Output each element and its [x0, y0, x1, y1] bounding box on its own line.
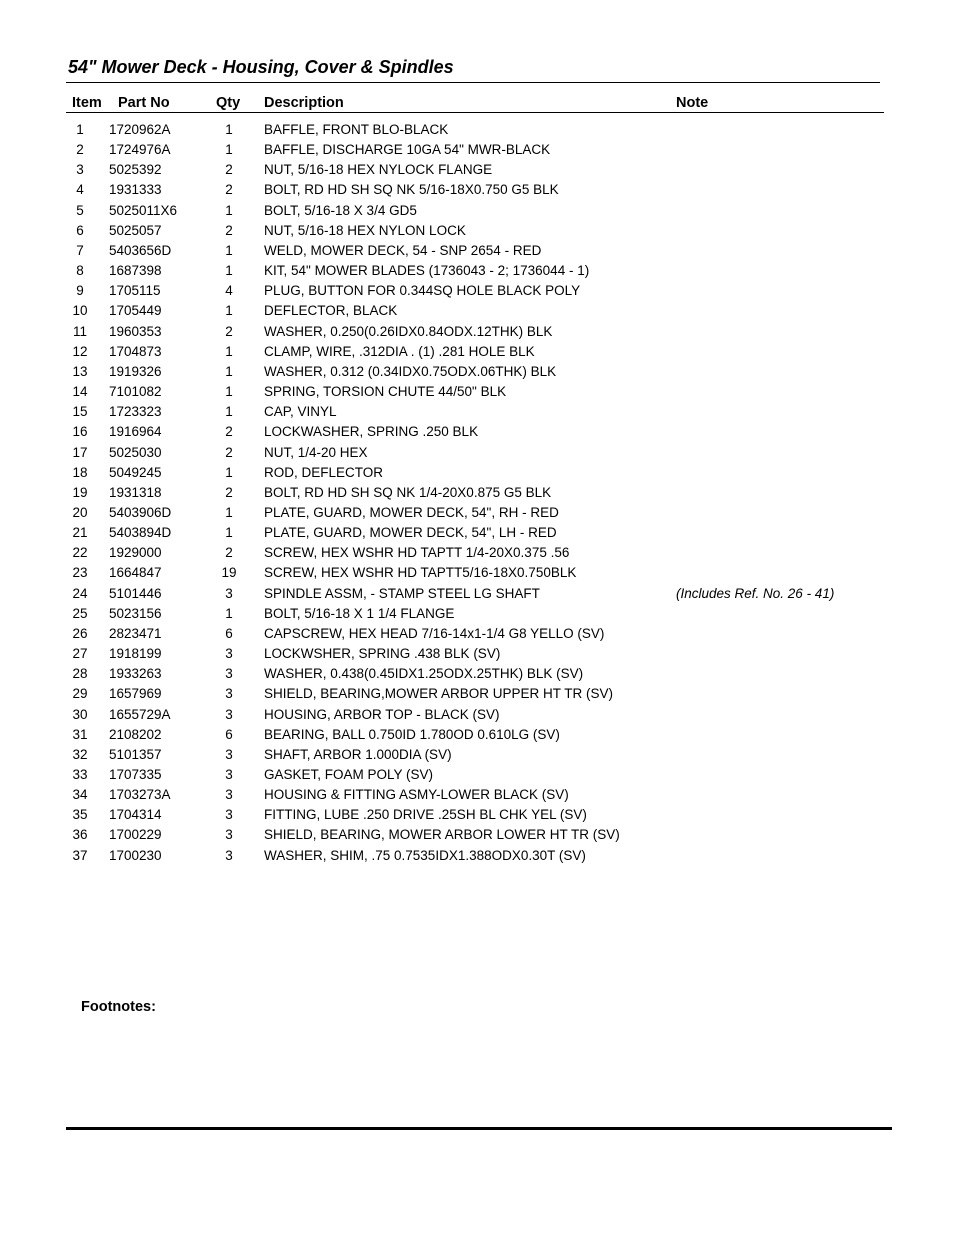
description-cell: WASHER, 0.438(0.45IDX1.25ODX.25THK) BLK (SV) [264, 666, 584, 682]
part-number-cell: 5101357 [109, 746, 162, 762]
table-row [0, 805, 954, 825]
description-cell: CAPSCREW, HEX HEAD 7/16-14x1-1/4 G8 YELLO (SV) [264, 625, 605, 641]
description-cell: SCREW, HEX WSHR HD TAPTT 1/4-20X0.375 .56 [264, 545, 570, 561]
quantity-cell: 2 [225, 182, 233, 198]
column-header-description: Description [264, 95, 344, 111]
table-row [0, 523, 954, 543]
item-number-cell: 13 [72, 363, 88, 379]
quantity-cell: 3 [225, 585, 233, 601]
description-cell: WASHER, SHIM, .75 0.7535IDX1.388ODX0.30T (SV) [264, 847, 586, 863]
item-number-cell: 11 [72, 323, 87, 339]
part-number-cell: 1724976A [109, 142, 171, 158]
item-number-cell: 27 [72, 646, 88, 662]
footnotes-label: Footnotes: [81, 999, 156, 1015]
description-cell: CLAMP, WIRE, .312DIA . (1) .281 HOLE BLK [264, 343, 535, 359]
description-cell: BAFFLE, DISCHARGE 10GA 54" MWR-BLACK [264, 142, 551, 158]
part-number-cell: 1918199 [109, 646, 162, 662]
note-cell: (Includes Ref. No. 26 - 41) [676, 585, 835, 601]
table-row [0, 644, 954, 664]
item-number-cell: 22 [72, 545, 88, 561]
quantity-cell: 3 [225, 767, 233, 782]
part-number-cell: 1929000 [109, 545, 162, 561]
title-divider [66, 82, 880, 83]
part-number-cell: 1655729A [109, 706, 171, 722]
item-number-cell: 36 [72, 827, 88, 843]
description-cell: BOLT, 5/16-18 X 3/4 GD5 [264, 202, 417, 218]
description-cell: SCREW, HEX WSHR HD TAPTT5/16-18X0.750BLK [264, 565, 577, 581]
table-row [0, 180, 954, 200]
item-number-cell: 7 [76, 242, 84, 258]
part-number-cell: 1700229 [109, 827, 162, 843]
page-title: 54" Mower Deck - Housing, Cover & Spindles [68, 57, 454, 77]
description-cell: NUT, 5/16-18 HEX NYLON LOCK [264, 222, 466, 238]
table-row [0, 362, 954, 382]
description-cell: NUT, 5/16-18 HEX NYLOCK FLANGE [264, 162, 493, 178]
quantity-cell: 1 [225, 464, 233, 480]
quantity-cell: 1 [225, 404, 233, 420]
description-cell: NUT, 1/4-20 HEX [264, 444, 368, 460]
item-number-cell: 19 [72, 484, 88, 500]
part-number-cell: 5049245 [109, 464, 162, 480]
item-number-cell: 31 [72, 726, 88, 742]
part-number-cell: 5403894D [109, 525, 172, 541]
description-cell: BOLT, RD HD SH SQ NK 5/16-18X0.750 G5 BLK [264, 182, 559, 198]
quantity-cell: 2 [225, 444, 233, 460]
table-row [0, 664, 954, 684]
quantity-cell: 3 [225, 827, 233, 843]
quantity-cell: 6 [225, 726, 233, 742]
item-number-cell: 29 [72, 686, 88, 702]
item-number-cell: 35 [72, 807, 88, 823]
quantity-cell: 1 [225, 122, 233, 137]
quantity-cell: 3 [225, 847, 233, 863]
part-number-cell: 1720962A [109, 122, 171, 137]
table-row [0, 241, 954, 261]
quantity-cell: 1 [225, 142, 233, 158]
description-cell: BOLT, 5/16-18 X 1 1/4 FLANGE [264, 605, 455, 621]
part-number-cell: 1960353 [109, 323, 162, 339]
quantity-cell: 19 [221, 565, 237, 581]
quantity-cell: 4 [225, 283, 233, 299]
item-number-cell: 2 [76, 142, 84, 158]
table-row [0, 825, 954, 845]
item-number-cell: 1 [76, 122, 84, 137]
description-cell: KIT, 54" MOWER BLADES (1736043 - 2; 1736044 - 1) [264, 263, 590, 279]
quantity-cell: 2 [225, 222, 233, 238]
quantity-cell: 1 [225, 303, 233, 319]
quantity-cell: 1 [225, 242, 233, 258]
table-row [0, 402, 954, 422]
table-row [0, 140, 954, 160]
description-cell: ROD, DEFLECTOR [264, 464, 384, 480]
part-number-cell: 5025057 [109, 222, 162, 238]
quantity-cell: 3 [225, 787, 233, 803]
description-cell: BEARING, BALL 0.750ID 1.780OD 0.610LG (SV) [264, 726, 560, 742]
description-cell: WASHER, 0.312 (0.34IDX0.75ODX.06THK) BLK [264, 363, 557, 379]
part-number-cell: 5403656D [109, 242, 172, 258]
description-cell: SPRING, TORSION CHUTE 44/50" BLK [264, 384, 507, 400]
item-number-cell: 34 [72, 787, 88, 803]
item-number-cell: 23 [72, 565, 88, 581]
quantity-cell: 1 [225, 363, 233, 379]
quantity-cell: 3 [225, 666, 233, 682]
part-number-cell: 1705115 [109, 283, 161, 299]
table-row [0, 443, 954, 463]
description-cell: HOUSING, ARBOR TOP - BLACK (SV) [264, 706, 500, 722]
quantity-cell: 3 [225, 706, 233, 722]
part-number-cell: 1664847 [109, 565, 162, 581]
quantity-cell: 1 [225, 525, 233, 541]
quantity-cell: 1 [225, 605, 233, 621]
table-row [0, 684, 954, 704]
item-number-cell: 37 [72, 847, 88, 863]
quantity-cell: 1 [225, 202, 233, 218]
quantity-cell: 3 [225, 746, 233, 762]
description-cell: PLATE, GUARD, MOWER DECK, 54", RH - RED [264, 504, 559, 520]
item-number-cell: 26 [72, 625, 88, 641]
table-row [0, 624, 954, 644]
table-row [0, 705, 954, 725]
description-cell: PLATE, GUARD, MOWER DECK, 54", LH - RED [264, 525, 557, 541]
table-row [0, 563, 954, 583]
table-row [0, 322, 954, 342]
table-row [0, 301, 954, 321]
item-number-cell: 17 [72, 444, 88, 460]
column-header-item: Item [72, 95, 102, 111]
description-cell: HOUSING & FITTING ASMY-LOWER BLACK (SV) [264, 787, 569, 803]
parts-table [0, 120, 954, 866]
item-number-cell: 16 [72, 424, 88, 440]
table-row [0, 483, 954, 503]
column-header-qty: Qty [216, 95, 241, 111]
part-number-cell: 1723323 [109, 404, 162, 420]
item-number-cell: 15 [72, 404, 88, 420]
quantity-cell: 2 [225, 484, 233, 500]
part-number-cell: 5025030 [109, 444, 162, 460]
part-number-cell: 5101446 [109, 585, 162, 601]
item-number-cell: 8 [76, 263, 84, 279]
table-row [0, 846, 954, 866]
quantity-cell: 1 [225, 263, 233, 279]
quantity-cell: 2 [225, 162, 233, 178]
part-number-cell: 2108202 [109, 726, 162, 742]
quantity-cell: 3 [225, 686, 233, 702]
header-divider [66, 112, 884, 113]
part-number-cell: 5403906D [109, 504, 172, 520]
table-row [0, 342, 954, 362]
table-row [0, 382, 954, 402]
table-row [0, 584, 954, 604]
column-header-note: Note [676, 95, 709, 111]
part-number-cell: 1703273A [109, 787, 171, 803]
part-number-cell: 1704873 [109, 343, 162, 359]
part-number-cell: 5025392 [109, 162, 162, 178]
table-row [0, 120, 954, 140]
table-row [0, 604, 954, 624]
bottom-divider [66, 1127, 892, 1130]
part-number-cell: 1931333 [109, 182, 162, 198]
description-cell: CAP, VINYL [264, 404, 337, 420]
item-number-cell: 28 [72, 666, 88, 682]
table-row [0, 765, 954, 785]
description-cell: FITTING, LUBE .250 DRIVE .25SH BL CHK YEL (SV) [264, 807, 587, 823]
item-number-cell: 3 [76, 162, 84, 178]
description-cell: SPINDLE ASSM, - STAMP STEEL LG SHAFT [264, 585, 540, 601]
part-number-cell: 1919326 [109, 363, 162, 379]
item-number-cell: 9 [76, 283, 84, 299]
description-cell: GASKET, FOAM POLY (SV) [264, 767, 434, 782]
item-number-cell: 20 [72, 504, 88, 520]
item-number-cell: 5 [76, 202, 84, 218]
item-number-cell: 4 [76, 182, 84, 198]
quantity-cell: 2 [225, 323, 233, 339]
table-row [0, 463, 954, 483]
quantity-cell: 1 [225, 343, 233, 359]
description-cell: LOCKWSHER, SPRING .438 BLK (SV) [264, 646, 501, 662]
part-number-cell: 5023156 [109, 605, 162, 621]
table-row [0, 281, 954, 301]
description-cell: SHIELD, BEARING,MOWER ARBOR UPPER HT TR (SV) [264, 686, 614, 702]
table-row [0, 503, 954, 523]
item-number-cell: 24 [72, 585, 88, 601]
quantity-cell: 1 [225, 384, 233, 400]
item-number-cell: 33 [72, 767, 88, 782]
part-number-cell: 1704314 [109, 807, 162, 823]
item-number-cell: 25 [72, 605, 88, 621]
description-cell: BOLT, RD HD SH SQ NK 1/4-20X0.875 G5 BLK [264, 484, 552, 500]
table-row [0, 725, 954, 745]
table-row [0, 221, 954, 241]
part-number-cell: 5025011X6 [109, 202, 178, 218]
item-number-cell: 12 [72, 343, 88, 359]
part-number-cell: 7101082 [109, 384, 162, 400]
part-number-cell: 1700230 [109, 847, 162, 863]
table-row [0, 422, 954, 442]
description-cell: WASHER, 0.250(0.26IDX0.84ODX.12THK) BLK [264, 323, 553, 339]
item-number-cell: 10 [72, 303, 88, 319]
item-number-cell: 21 [72, 525, 88, 541]
description-cell: PLUG, BUTTON FOR 0.344SQ HOLE BLACK POLY [264, 283, 581, 299]
quantity-cell: 3 [225, 646, 233, 662]
table-row [0, 261, 954, 281]
item-number-cell: 32 [72, 746, 88, 762]
description-cell: SHIELD, BEARING, MOWER ARBOR LOWER HT TR (SV) [264, 827, 620, 843]
description-cell: LOCKWASHER, SPRING .250 BLK [264, 424, 479, 440]
part-number-cell: 1707335 [109, 767, 162, 782]
quantity-cell: 6 [225, 625, 233, 641]
quantity-cell: 3 [225, 807, 233, 823]
item-number-cell: 30 [72, 706, 88, 722]
description-cell: SHAFT, ARBOR 1.000DIA (SV) [264, 746, 452, 762]
description-cell: WELD, MOWER DECK, 54 - SNP 2654 - RED [264, 242, 542, 258]
part-number-cell: 1705449 [109, 303, 162, 319]
table-row [0, 543, 954, 563]
table-row [0, 201, 954, 221]
part-number-cell: 1916964 [109, 424, 162, 440]
column-header-part-no: Part No [118, 95, 170, 111]
part-number-cell: 1933263 [109, 666, 162, 682]
description-cell: DEFLECTOR, BLACK [264, 303, 398, 319]
table-row [0, 745, 954, 765]
part-number-cell: 2823471 [109, 625, 162, 641]
table-row [0, 160, 954, 180]
quantity-cell: 2 [225, 424, 233, 440]
part-number-cell: 1931318 [109, 484, 162, 500]
item-number-cell: 6 [76, 222, 84, 238]
part-number-cell: 1657969 [109, 686, 162, 702]
description-cell: BAFFLE, FRONT BLO-BLACK [264, 122, 449, 137]
item-number-cell: 14 [72, 384, 88, 400]
quantity-cell: 2 [225, 545, 233, 561]
part-number-cell: 1687398 [109, 263, 162, 279]
quantity-cell: 1 [225, 504, 233, 520]
table-row [0, 785, 954, 805]
item-number-cell: 18 [72, 464, 88, 480]
